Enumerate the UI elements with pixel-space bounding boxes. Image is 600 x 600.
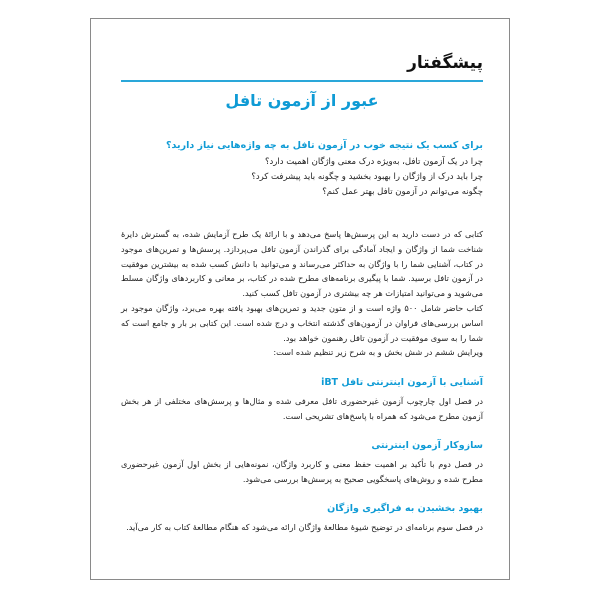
section-text: در فصل سوم برنامه‌ای در توضیح شیوهٔ مطالعهٔ واژگان ارائه می‌شود که هنگام مطالعهٔ کتاب به کار می‌آید. (126, 522, 483, 532)
edition-line: ویرایش ششم در شش بخش و به شرح زیر تنظیم شده است: (273, 347, 483, 358)
book-paragraph: کتاب حاضر شامل ۵۰۰ واژه است و از متون جدید و تمرین‌های بهبود یافته بهره می‌برد، واژگان موجود بر اساس بررسی‌های فراوان در آزمون‌های گذشته انتخاب و درج شده است. این کتابی بر بار و جامع است که شما را به سوی موفقیت در آزمون تافل رهنمون خواهد بود. (121, 302, 483, 343)
question-item: چرا باید درک از واژگان را بهبود بخشید و چگونه باید پیشرفت کرد؟ (251, 172, 483, 182)
section-3 (121, 503, 483, 535)
preface-heading: پیشگفتار (407, 53, 483, 73)
section-2 (121, 440, 483, 487)
questions-block (121, 140, 483, 200)
heading-rule (121, 80, 483, 82)
question-item: چرا در یک آزمون تافل، به‌ویژه درک معنی واژگان اهمیت دارد؟ (264, 157, 483, 167)
section-heading: آشنایی با آزمون اینترنتی تافل iBT (321, 377, 483, 388)
section-text: در فصل دوم با تأکید بر اهمیت حفظ معنی و کاربرد واژگان، نمونه‌هایی از بخش اول آزمون غیرحضوری مطرح شده و روش‌های پاسخگویی صحیح به پرسش‌ها بررسی می‌شود. (121, 459, 483, 484)
book-page (90, 18, 510, 580)
book-title: عبور از آزمون تافل (225, 91, 379, 110)
intro-paragraph: کتابی که در دست دارید به این پرسش‌ها پاسخ می‌دهد و با ارائهٔ یک طرح آزمایش شده، به گسترش دایرهٔ شناخت شما از واژگان و ایجاد آمادگی برای گذراندن آزمون تافل می‌پردازد. پرسش‌ها و تمرین‌های موجود در کتاب، آشنایی شما را با واژگان به حداکثر می‌رساند و می‌توانید با دانش کسب شده به بیشترین موفقیت در آزمون تافل برسید. شما با پیگیری برنامه‌های مطرح شده در کتاب، بر معانی و کاربردهای واژگان مسلط می‌شوید و می‌توانید امتیازات هر چه بیشتری در آزمون تافل کسب کنید. (121, 229, 483, 299)
section-1 (121, 377, 483, 424)
section-heading: سازوکار آزمون اینترنتی (371, 440, 483, 451)
question-heading: برای کسب یک نتیجه خوب در آزمون تافل به چه واژه‌هایی نیاز دارید؟ (166, 140, 483, 151)
section-text: در فصل اول چارچوب آزمون غیرحضوری تافل معرفی شده و مثال‌ها و پرسش‌های مختلفی از هر بخش آزمون مطرح می‌شود که همراه با پاسخ‌های تشریحی است. (121, 396, 483, 421)
question-item: چگونه می‌توانم در آزمون تافل بهتر عمل کنم؟ (322, 187, 483, 197)
section-heading: بهبود بخشیدن به فراگیری واژگان (327, 503, 483, 514)
body-text (121, 227, 483, 360)
